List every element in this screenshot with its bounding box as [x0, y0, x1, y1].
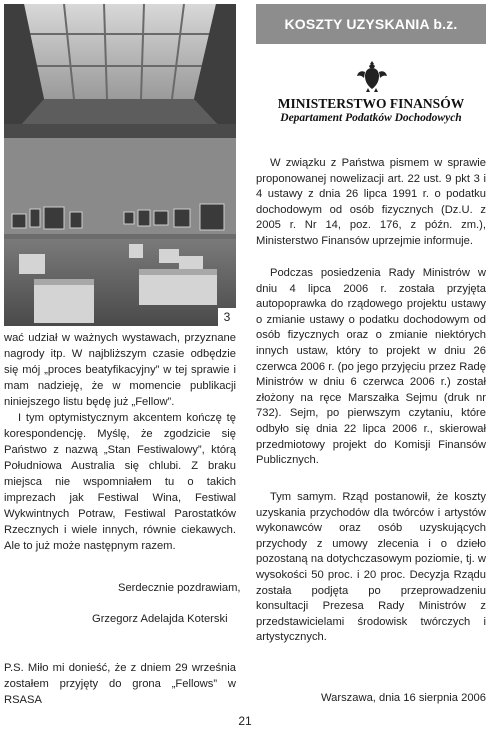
- left-column: [4, 4, 236, 326]
- page-number: 21: [238, 714, 252, 728]
- right-paragraph-3: Tym samym. Rząd postanowił, że koszty uzyskania przychodów dla twórców i artystów wykonawców oraz osób uzyskujących przychody z umowy zlecenia i o dzieło pozostaną na dotychczasowym poziomie, tj. w wysokości 50 proc. i 20 proc. Decyzja Rządu została podjęta po przeprowadzeniu konsultacji Prezesa Rady Ministrów z przedstawicielami środowisk twórczych i artystycznych.: [256, 491, 486, 644]
- greeting: Serdecznie pozdrawiam,: [118, 582, 241, 594]
- right-paragraph-1: W związku z Państwa pismem w sprawie proponowanej nowelizacji art. 22 ust. 9 pkt 3 i 4 ustawy z dnia 26 lipca 1991 r. o podatku dochodowym od osób fizycznych (Dz.U. z 2005 r. Nr 14, poz. 176, z późn. zm.), Ministerstwo Finansów uprzejmie informuje.: [256, 157, 486, 247]
- section-header: KOSZTY UZYSKANIA b.z.: [256, 4, 486, 44]
- ministry-name: MINISTERSTWO FINANSÓW: [277, 96, 465, 111]
- left-text-body: [4, 330, 236, 554]
- date-line: Warszawa, dnia 16 sierpnia 2006: [320, 692, 486, 704]
- postscript: P.S. Miło mi donieść, że z dniem 29 września zostałem przyjęty do grona „Fellows” w RSASA: [4, 662, 236, 706]
- signature: Grzegorz Adelajda Koterski: [92, 613, 228, 625]
- eagle-emblem-icon: [356, 60, 388, 94]
- left-paragraph-2: I tym optymistycznym akcentem kończę tę korespondencję. Myślę, że zgodzicie się Państwo z nazwą „Stan Festiwalowy”, którą Południowa Australia się chlubi. Z braku miejsca nie wspomniałem tu o takich imprezach jak Festiwal Wina, Festiwal Wykwintnych Potraw, Festiwal Parostatków Rzecznych i wiele innych, równie ciekawych. Ale to już może następnym razem.: [4, 412, 236, 552]
- gallery-interior-image: [4, 4, 236, 326]
- gallery-photo: [4, 4, 236, 326]
- department-name: Departament Podatków Dochodowych: [280, 112, 462, 124]
- right-paragraph-2: Podczas posiedzenia Rady Ministrów w dniu 4 lipca 2006 r. została przyjęta autopoprawka do rządowego projektu ustawy o zmianie ustawy o podatku dochodowym od osób fizycznych oraz o zmianie niektórych innych ustaw, który to projekt w dniu 26 czerwca 2006 r. (po jego przyjęciu przez Radę Ministrów w dniu 6 czerwca 2006 r.) został złożony na ręce Marszałka Sejmu (druk nr 732). Sejm, po pierwszym czytaniu, które odbyło się dnia 22 lipca 2006 r., skierował przedmiotowy projekt do Komisji Finansów Publicznych.: [256, 267, 486, 467]
- photo-number: 3: [218, 308, 236, 326]
- left-paragraph-1: wać udział w ważnych wystawach, przyznane nagrody itp. W najbliższym czasie odbędzie się mój „proces beatyfikacyjny” w tej sprawie i mam nadzieję, że w momencie publikacji niniejszego listu będę już „Fellow”.: [4, 332, 236, 408]
